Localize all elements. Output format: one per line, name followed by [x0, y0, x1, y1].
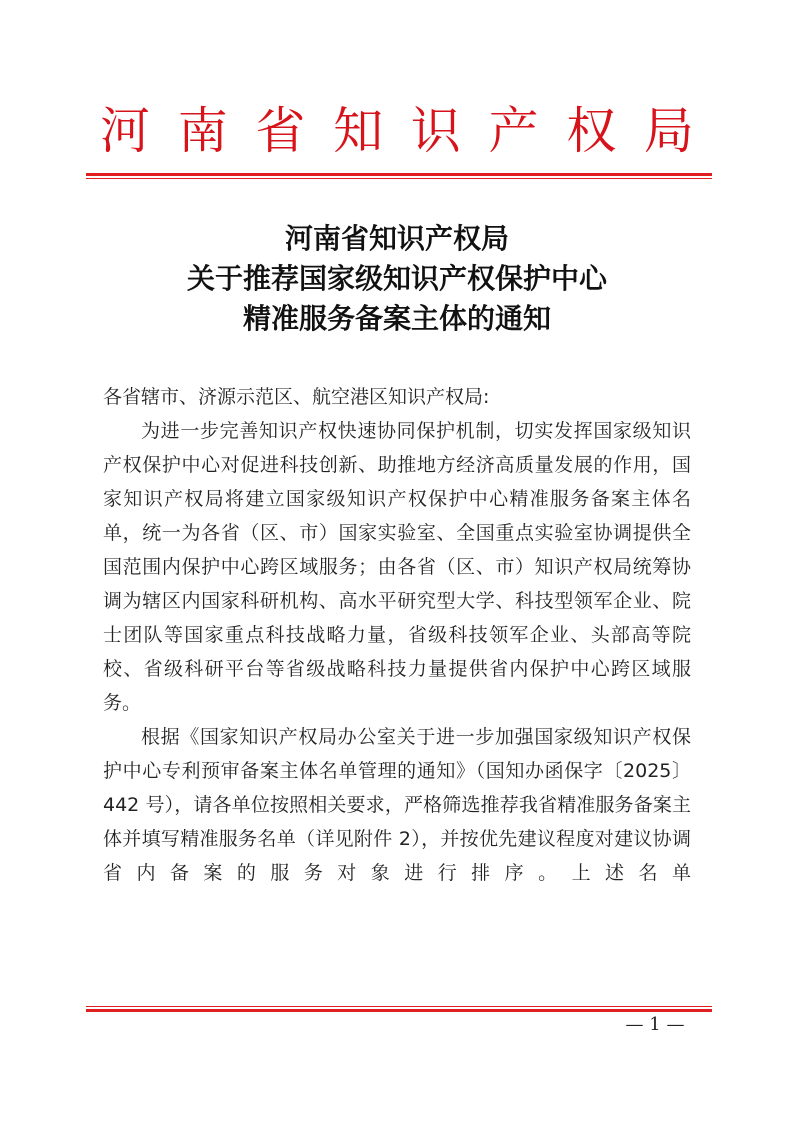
- masthead-char: 南: [177, 102, 228, 160]
- masthead-char: 省: [255, 102, 306, 160]
- header-red-rule-thin: [86, 178, 712, 179]
- masthead-char: 局: [643, 102, 694, 160]
- title-line-subject-continued: 精准服务备案主体的通知: [242, 302, 551, 335]
- footer-red-rule-thin: [86, 1006, 712, 1007]
- masthead-char: 识: [410, 102, 461, 160]
- masthead-char: 河: [100, 102, 150, 160]
- page-number: — 1 —: [625, 1014, 685, 1035]
- title-line-subject: 关于推荐国家级知识产权保护中心: [186, 262, 607, 295]
- masthead-char: 产: [488, 102, 539, 160]
- masthead-char: 知: [333, 102, 384, 160]
- document-body: [103, 380, 691, 890]
- footer-red-rule-thick: [86, 1009, 712, 1012]
- document-title: [90, 219, 704, 339]
- masthead-title: [100, 96, 694, 166]
- masthead-char: 权: [566, 102, 617, 160]
- salutation: 各省辖市、济源示范区、航空港区知识产权局:: [103, 386, 490, 408]
- header-red-rule-thick: [86, 173, 712, 176]
- title-line-issuer: 河南省知识产权局: [284, 222, 509, 255]
- body-paragraph: 为进一步完善知识产权快速协同保护机制，切实发挥国家级知识产权保护中心对促进科技创新、助推地方经济高质量发展的作用，国家知识产权局将建立国家级知识产权保护中心精准服务备案主体名单，统一为各省（区、市）国家实验室、全国重点实验室协调提供全国范围内保护中心跨区域服务；由各省（区、市）知识产权局统筹协调为辖区内国家科研机构、高水平研究型大学、科技型领军企业、院士团队等国家重点科技战略力量，省级科技领军企业、头部高等院校、省级科研平台等省级战略科技力量提供省内保护中心跨区域服务。: [103, 420, 691, 714]
- body-paragraph: 根据《国家知识产权局办公室关于进一步加强国家级知识产权保护中心专利预审备案主体名单管理的通知》（国知办函保字〔2025〕442 号），请各单位按照相关要求，严格筛选推荐我省精准服务备案主体并填写精准服务名单（详见附件 2），并按优先建议程度对建议协调省内备案的服务对象进行排序。上述名单: [103, 726, 691, 884]
